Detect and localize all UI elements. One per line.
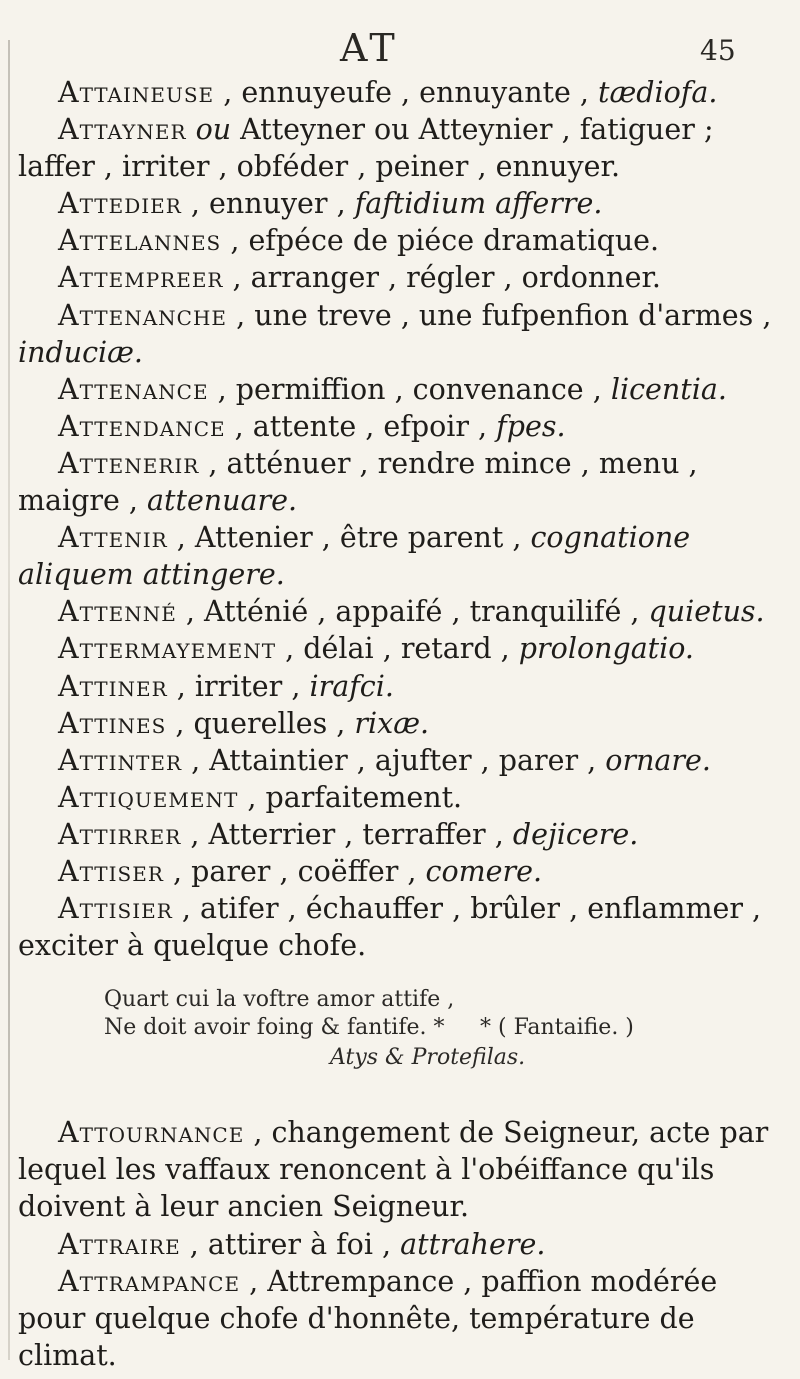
latin-gloss: licentia. — [610, 372, 727, 406]
headword: Attenanche — [58, 298, 228, 332]
definition: , attente , efpoir , — [225, 409, 497, 443]
dictionary-entry — [18, 779, 780, 816]
dictionary-entry — [18, 593, 780, 630]
headword: Attenerir — [58, 446, 200, 480]
dictionary-entry — [18, 185, 780, 222]
dictionary-entry — [18, 1263, 780, 1374]
headword: Attenir — [58, 521, 168, 555]
definition: , atifer , échauffer , brûler , enflammer , exciter à quelque chofe. — [18, 892, 762, 963]
dictionary-entries — [18, 74, 780, 1374]
definition: , parfaitement. — [238, 780, 463, 814]
headword: Attelannes — [58, 224, 222, 258]
dictionary-entry — [18, 742, 780, 779]
headword: Attisier — [58, 892, 173, 926]
headword: Attenné — [58, 595, 177, 629]
page-edge-rule — [8, 40, 10, 1360]
dictionary-entry — [18, 853, 780, 890]
quote-line: Ne doit avoir foing & fantife. * — [104, 1015, 445, 1041]
headword: Attendance — [58, 409, 226, 443]
verse-quotation — [18, 986, 780, 1114]
latin-gloss: cognatione aliquem attingere. — [18, 521, 691, 592]
definition: , querelles , — [166, 706, 355, 740]
headword: Attournance — [58, 1116, 245, 1150]
quote-footnote: * ( Fantaifie. ) — [480, 1015, 634, 1041]
dictionary-entry — [18, 259, 780, 296]
definition: , arranger , régler , ordonner. — [223, 261, 661, 295]
definition: , Attrempance , paffion modérée pour quelque chofe d'honnête, température de climat. — [18, 1264, 718, 1372]
definition: , attirer à foi , — [180, 1227, 401, 1261]
headword: Attiner — [58, 669, 168, 703]
page-header — [0, 22, 800, 72]
dictionary-entry — [18, 371, 780, 408]
dictionary-entry — [18, 519, 780, 593]
definition: , atténuer , rendre mince , menu , maigre , — [18, 446, 698, 518]
definition: , Atténié , appaifé , tranquilifé , — [176, 595, 649, 629]
definition: , Attenier , être parent , — [167, 521, 531, 555]
definition: , irriter , — [167, 669, 310, 703]
definition: , Atterrier , terraffer , — [181, 817, 513, 851]
latin-gloss: induciæ. — [18, 335, 143, 369]
dictionary-entry — [18, 222, 780, 259]
dictionary-entry — [18, 1226, 780, 1263]
headword: Attirrer — [58, 817, 182, 851]
definition: , changement de Seigneur, acte par lequel les vaffaux renoncent à l'obéiffance qu'ils doivent à leur ancien Seigneur. — [18, 1116, 769, 1224]
latin-gloss: ornare. — [605, 743, 711, 777]
quote-source: Atys & Protefilas. — [330, 1045, 526, 1071]
page-number: 45 — [700, 34, 736, 67]
latin-gloss: rixæ. — [354, 706, 430, 740]
latin-gloss: irafci. — [309, 669, 394, 703]
dictionary-entry — [18, 705, 780, 742]
dictionary-entry — [18, 890, 780, 964]
definition: , ennuyer , — [181, 187, 355, 221]
definition: , une treve , une fufpenfion d'armes , — [227, 298, 772, 332]
headword: Attrampance — [58, 1264, 241, 1298]
latin-gloss: ou — [195, 113, 232, 147]
latin-gloss: tædiofa. — [598, 76, 718, 109]
definition: , parer , coëffer , — [163, 854, 426, 888]
headword: Attiquement — [58, 780, 239, 814]
headword: Attiser — [58, 854, 164, 888]
dictionary-entry — [18, 1114, 780, 1225]
running-head: AT — [340, 26, 399, 70]
dictionary-entry — [18, 630, 780, 667]
definition: , Attaintier , ajufter , parer , — [182, 743, 606, 777]
dictionary-entry — [18, 408, 780, 445]
definition: , ennuyeufe , ennuyante , — [214, 76, 599, 109]
definition-continued: Atteyner ou Atteynier , fatiguer ; laffer , irriter , obféder , peiner , ennuyer. — [18, 113, 714, 184]
latin-gloss: attenuare. — [147, 484, 298, 518]
headword: Attaineuse — [58, 76, 215, 109]
headword: Attayner — [58, 113, 187, 147]
dictionary-entry — [18, 668, 780, 705]
headword: Attines — [58, 706, 167, 740]
dictionary-entry — [18, 445, 780, 519]
latin-gloss: comere. — [425, 854, 543, 888]
quote-line: Quart cui la voftre amor attife , — [104, 987, 455, 1013]
headword: Attinter — [58, 743, 183, 777]
definition — [187, 113, 196, 146]
definition: , permiffion , convenance , — [208, 372, 611, 406]
headword: Attraire — [58, 1227, 181, 1261]
headword: Attempreer — [58, 261, 224, 295]
latin-gloss: fpes. — [496, 409, 566, 443]
latin-gloss: quietus. — [648, 595, 765, 629]
headword: Attenance — [58, 372, 209, 406]
headword: Attermayement — [58, 632, 277, 666]
latin-gloss: dejicere. — [512, 817, 639, 851]
dictionary-entry — [18, 816, 780, 853]
dictionary-entry — [18, 297, 780, 371]
latin-gloss: attrahere. — [400, 1227, 546, 1261]
dictionary-entry — [18, 74, 780, 111]
latin-gloss: faftidium afferre. — [354, 187, 603, 221]
definition: , efpéce de piéce dramatique. — [221, 224, 660, 258]
dictionary-entry — [18, 111, 780, 185]
latin-gloss: prolongatio. — [518, 632, 694, 666]
definition: , délai , retard , — [276, 632, 519, 666]
headword: Attedier — [58, 187, 182, 221]
